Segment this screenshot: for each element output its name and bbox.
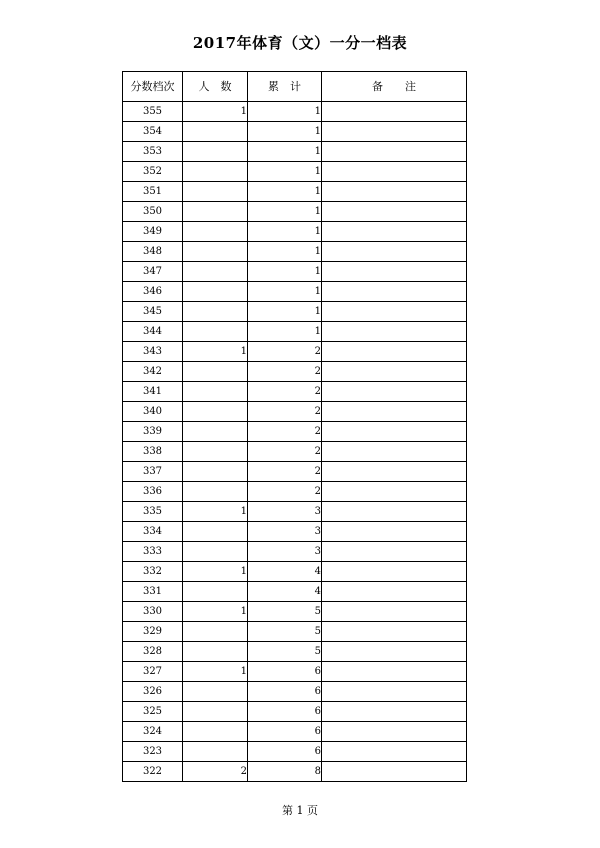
table-row bbox=[123, 382, 467, 402]
score-cell: 355 bbox=[123, 102, 183, 122]
cumulative-cell: 1 bbox=[248, 242, 322, 262]
count-cell bbox=[183, 422, 248, 442]
cumulative-cell: 1 bbox=[248, 102, 322, 122]
note-cell bbox=[322, 662, 467, 682]
note-cell bbox=[322, 502, 467, 522]
header-note: 备 注 bbox=[322, 72, 467, 102]
note-cell bbox=[322, 262, 467, 282]
count-cell bbox=[183, 222, 248, 242]
cumulative-cell: 3 bbox=[248, 522, 322, 542]
table-row bbox=[123, 642, 467, 662]
note-cell bbox=[322, 702, 467, 722]
score-cell: 323 bbox=[123, 742, 183, 762]
table-row bbox=[123, 362, 467, 382]
note-cell bbox=[322, 422, 467, 442]
cumulative-cell: 1 bbox=[248, 222, 322, 242]
count-cell bbox=[183, 262, 248, 282]
note-cell bbox=[322, 462, 467, 482]
table-row bbox=[123, 702, 467, 722]
cumulative-cell: 1 bbox=[248, 202, 322, 222]
note-cell bbox=[322, 762, 467, 782]
note-cell bbox=[322, 302, 467, 322]
note-cell bbox=[322, 342, 467, 362]
cumulative-cell: 1 bbox=[248, 322, 322, 342]
score-cell: 344 bbox=[123, 322, 183, 342]
cumulative-cell: 1 bbox=[248, 182, 322, 202]
note-cell bbox=[322, 622, 467, 642]
header-score: 分数档次 bbox=[123, 72, 183, 102]
table-row bbox=[123, 462, 467, 482]
count-cell bbox=[183, 742, 248, 762]
count-cell bbox=[183, 162, 248, 182]
table-row bbox=[123, 562, 467, 582]
count-cell bbox=[183, 522, 248, 542]
count-cell: 1 bbox=[183, 102, 248, 122]
count-cell bbox=[183, 282, 248, 302]
cumulative-cell: 5 bbox=[248, 642, 322, 662]
table-row bbox=[123, 762, 467, 782]
cumulative-cell: 5 bbox=[248, 622, 322, 642]
count-cell bbox=[183, 302, 248, 322]
cumulative-cell: 2 bbox=[248, 442, 322, 462]
cumulative-cell: 2 bbox=[248, 482, 322, 502]
cumulative-cell: 3 bbox=[248, 542, 322, 562]
table-row bbox=[123, 282, 467, 302]
note-cell bbox=[322, 742, 467, 762]
cumulative-cell: 1 bbox=[248, 142, 322, 162]
note-cell bbox=[322, 542, 467, 562]
count-cell bbox=[183, 682, 248, 702]
score-cell: 335 bbox=[123, 502, 183, 522]
table-row bbox=[123, 342, 467, 362]
count-cell bbox=[183, 242, 248, 262]
table-row bbox=[123, 302, 467, 322]
table-header-row bbox=[123, 72, 467, 102]
count-cell bbox=[183, 642, 248, 662]
score-cell: 338 bbox=[123, 442, 183, 462]
score-cell: 350 bbox=[123, 202, 183, 222]
note-cell bbox=[322, 182, 467, 202]
table-row bbox=[123, 402, 467, 422]
score-cell: 349 bbox=[123, 222, 183, 242]
table-row bbox=[123, 222, 467, 242]
table-row bbox=[123, 542, 467, 562]
score-cell: 351 bbox=[123, 182, 183, 202]
cumulative-cell: 1 bbox=[248, 262, 322, 282]
note-cell bbox=[322, 582, 467, 602]
cumulative-cell: 2 bbox=[248, 382, 322, 402]
cumulative-cell: 2 bbox=[248, 362, 322, 382]
score-cell: 324 bbox=[123, 722, 183, 742]
note-cell bbox=[322, 602, 467, 622]
count-cell bbox=[183, 702, 248, 722]
cumulative-cell: 6 bbox=[248, 742, 322, 762]
score-cell: 332 bbox=[123, 562, 183, 582]
note-cell bbox=[322, 722, 467, 742]
table-row bbox=[123, 102, 467, 122]
cumulative-cell: 3 bbox=[248, 502, 322, 522]
table-body bbox=[123, 102, 467, 782]
table-row bbox=[123, 482, 467, 502]
count-cell bbox=[183, 382, 248, 402]
count-cell bbox=[183, 122, 248, 142]
note-cell bbox=[322, 382, 467, 402]
count-cell bbox=[183, 402, 248, 422]
count-cell: 1 bbox=[183, 662, 248, 682]
score-cell: 333 bbox=[123, 542, 183, 562]
score-cell: 336 bbox=[123, 482, 183, 502]
count-cell bbox=[183, 542, 248, 562]
count-cell bbox=[183, 582, 248, 602]
cumulative-cell: 2 bbox=[248, 342, 322, 362]
score-cell: 330 bbox=[123, 602, 183, 622]
count-cell bbox=[183, 462, 248, 482]
cumulative-cell: 4 bbox=[248, 582, 322, 602]
table-row bbox=[123, 682, 467, 702]
score-cell: 329 bbox=[123, 622, 183, 642]
count-cell bbox=[183, 362, 248, 382]
table-row bbox=[123, 622, 467, 642]
cumulative-cell: 5 bbox=[248, 602, 322, 622]
cumulative-cell: 6 bbox=[248, 722, 322, 742]
score-table bbox=[122, 71, 467, 782]
header-count: 人 数 bbox=[183, 72, 248, 102]
count-cell bbox=[183, 482, 248, 502]
header-cumulative: 累 计 bbox=[248, 72, 322, 102]
score-cell: 331 bbox=[123, 582, 183, 602]
score-cell: 326 bbox=[123, 682, 183, 702]
page-number: 第 1 页 bbox=[282, 804, 318, 817]
note-cell bbox=[322, 102, 467, 122]
cumulative-cell: 2 bbox=[248, 422, 322, 442]
cumulative-cell: 6 bbox=[248, 702, 322, 722]
count-cell bbox=[183, 322, 248, 342]
cumulative-cell: 8 bbox=[248, 762, 322, 782]
count-cell: 1 bbox=[183, 562, 248, 582]
score-cell: 354 bbox=[123, 122, 183, 142]
note-cell bbox=[322, 642, 467, 662]
score-cell: 337 bbox=[123, 462, 183, 482]
note-cell bbox=[322, 122, 467, 142]
table-row bbox=[123, 242, 467, 262]
table-row bbox=[123, 262, 467, 282]
count-cell bbox=[183, 202, 248, 222]
note-cell bbox=[322, 482, 467, 502]
score-cell: 353 bbox=[123, 142, 183, 162]
cumulative-cell: 2 bbox=[248, 402, 322, 422]
count-cell bbox=[183, 442, 248, 462]
count-cell: 1 bbox=[183, 342, 248, 362]
table-row bbox=[123, 602, 467, 622]
score-cell: 328 bbox=[123, 642, 183, 662]
cumulative-cell: 1 bbox=[248, 162, 322, 182]
note-cell bbox=[322, 682, 467, 702]
table-row bbox=[123, 322, 467, 342]
score-cell: 343 bbox=[123, 342, 183, 362]
score-cell: 342 bbox=[123, 362, 183, 382]
score-cell: 346 bbox=[123, 282, 183, 302]
note-cell bbox=[322, 362, 467, 382]
note-cell bbox=[322, 442, 467, 462]
count-cell bbox=[183, 182, 248, 202]
cumulative-cell: 2 bbox=[248, 462, 322, 482]
table-row bbox=[123, 502, 467, 522]
table-row bbox=[123, 442, 467, 462]
table-row bbox=[123, 742, 467, 762]
note-cell bbox=[322, 242, 467, 262]
score-cell: 334 bbox=[123, 522, 183, 542]
note-cell bbox=[322, 322, 467, 342]
note-cell bbox=[322, 402, 467, 422]
score-cell: 347 bbox=[123, 262, 183, 282]
cumulative-cell: 4 bbox=[248, 562, 322, 582]
note-cell bbox=[322, 562, 467, 582]
page-title: 2017年体育（文）一分一档表 bbox=[192, 34, 408, 52]
cumulative-cell: 6 bbox=[248, 682, 322, 702]
score-cell: 327 bbox=[123, 662, 183, 682]
table-row bbox=[123, 122, 467, 142]
count-cell: 2 bbox=[183, 762, 248, 782]
note-cell bbox=[322, 162, 467, 182]
count-cell bbox=[183, 722, 248, 742]
score-cell: 322 bbox=[123, 762, 183, 782]
score-cell: 339 bbox=[123, 422, 183, 442]
table-row bbox=[123, 182, 467, 202]
table-row bbox=[123, 202, 467, 222]
cumulative-cell: 1 bbox=[248, 302, 322, 322]
table-row bbox=[123, 582, 467, 602]
cumulative-cell: 1 bbox=[248, 122, 322, 142]
score-cell: 325 bbox=[123, 702, 183, 722]
table-row bbox=[123, 662, 467, 682]
count-cell bbox=[183, 142, 248, 162]
table-row bbox=[123, 142, 467, 162]
count-cell: 1 bbox=[183, 502, 248, 522]
score-cell: 341 bbox=[123, 382, 183, 402]
note-cell bbox=[322, 282, 467, 302]
cumulative-cell: 1 bbox=[248, 282, 322, 302]
table-row bbox=[123, 422, 467, 442]
count-cell: 1 bbox=[183, 602, 248, 622]
note-cell bbox=[322, 142, 467, 162]
score-cell: 345 bbox=[123, 302, 183, 322]
cumulative-cell: 6 bbox=[248, 662, 322, 682]
score-cell: 340 bbox=[123, 402, 183, 422]
table-row bbox=[123, 162, 467, 182]
note-cell bbox=[322, 222, 467, 242]
table-row bbox=[123, 522, 467, 542]
note-cell bbox=[322, 202, 467, 222]
table-row bbox=[123, 722, 467, 742]
count-cell bbox=[183, 622, 248, 642]
score-cell: 348 bbox=[123, 242, 183, 262]
score-cell: 352 bbox=[123, 162, 183, 182]
note-cell bbox=[322, 522, 467, 542]
